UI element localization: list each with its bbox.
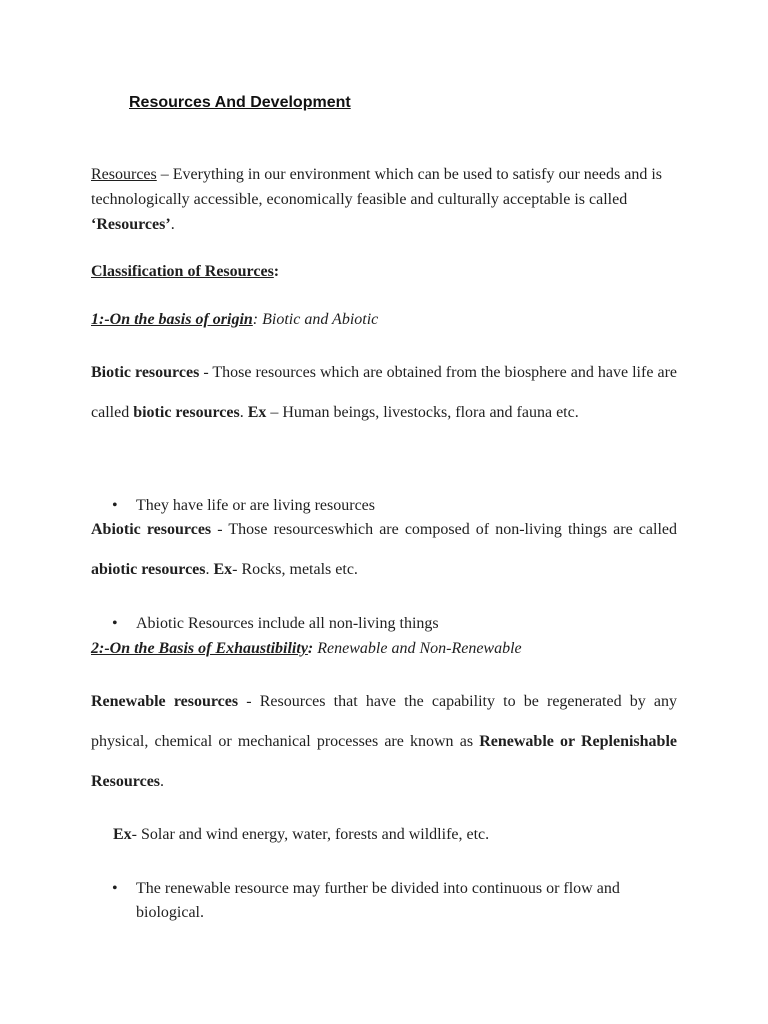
renewable-ex-label: Ex [113,826,132,843]
biotic-ex-label: Ex [247,404,267,421]
origin-heading-colon: : [252,311,259,328]
exhaustibility-heading [91,636,677,661]
resources-quoted-term: ‘Resources’ [91,216,171,233]
renewable-term: Renewable resources [91,693,239,710]
renewable-example [113,823,673,847]
classification-heading [91,259,677,284]
renewable-text-1: - Resources that have the capability to be regenerated by any physical, chemical or mechanical processes are known as [91,693,678,750]
abiotic-term: Abiotic resources [91,521,212,538]
abiotic-bullet-text: Abiotic Resources include all non-living things [136,615,439,632]
biotic-bullet-text: They have life or are living resources [136,497,376,514]
renewable-ex-text: - Solar and wind energy, water, forests and wildlife, etc. [131,826,490,843]
exhaustibility-heading-colon: : [307,640,314,657]
abiotic-term-2: abiotic resources [91,561,206,578]
definition-dash: – [156,166,173,183]
document-title: Resources And Development [129,94,351,111]
definition-text: Everything in our environment which can be used to satisfy our needs and is technologically accessible, economically feasible and culturally acceptable is called [91,166,662,208]
classification-heading-colon: : [273,263,280,280]
origin-subtitle: Biotic and Abiotic [258,311,379,328]
renewable-bullet-text: The renewable resource may further be divided into continuous or flow and biological. [136,880,620,921]
classification-heading-text: Classification of Resources [91,263,274,280]
bullet-icon: • [112,497,118,514]
abiotic-ex-label: Ex [213,561,233,578]
biotic-term-2: biotic resources [133,404,240,421]
resources-term: Resources [91,166,157,183]
biotic-text-3: – Human beings, livestocks, flora and fauna etc. [266,404,579,421]
bullet-icon: • [112,880,118,897]
abiotic-text-3: - Rocks, metals etc. [232,561,358,578]
definition-period: . [170,216,175,233]
bullet-icon: • [112,615,118,632]
renewable-text-2: . [160,773,165,790]
origin-heading-text: 1:-On the basis of origin [91,311,253,328]
biotic-term: Biotic resources [91,364,200,381]
biotic-text-1: - Those resources which are obtained from the biosphere and have life are called [91,364,677,421]
biotic-paragraph [91,353,677,433]
renewable-paragraph [91,682,677,802]
origin-heading [91,307,677,332]
biotic-text-2: . [239,404,248,421]
abiotic-text-2: . [205,561,214,578]
renewable-term-2: Renewable or Replenishable Resources [91,733,677,790]
exhaustibility-subtitle: Renewable and Non-Renewable [313,640,522,657]
resources-definition [91,162,677,237]
abiotic-paragraph [91,510,677,590]
abiotic-text-1: - Those resourceswhich are composed of non-living things are called [211,521,677,538]
exhaustibility-heading-text: 2:-On the Basis of Exhaustibility [91,640,308,657]
